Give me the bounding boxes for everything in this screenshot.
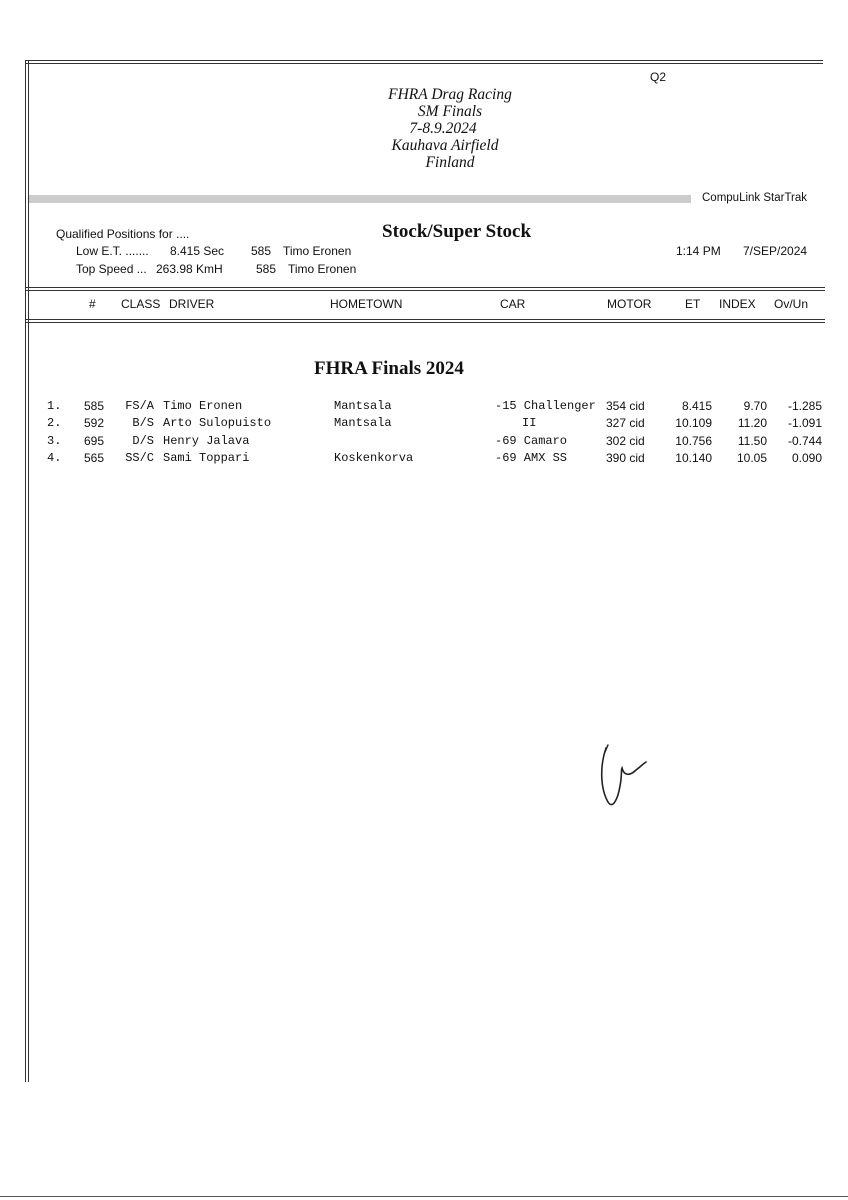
low-et-label: Low E.T. ....... — [76, 244, 149, 258]
row-driver: Henry Jalava — [163, 434, 250, 448]
left-border-outer — [25, 60, 26, 1082]
row-et: 8.415 — [681, 399, 712, 413]
row-index: 10.05 — [736, 451, 767, 465]
class-title: Stock/Super Stock — [382, 221, 532, 242]
bottom-rule — [0, 1196, 848, 1197]
row-ovun: -1.285 — [787, 399, 822, 413]
left-border-inner — [28, 60, 29, 1082]
row-motor: 327 cid — [606, 416, 645, 430]
top-speed-number: 585 — [256, 262, 277, 276]
row-pos: 1. — [47, 399, 62, 413]
row-num: 592 — [84, 416, 105, 430]
col-car: CAR — [500, 297, 526, 311]
top-speed-label: Top Speed ... — [76, 262, 147, 276]
row-class: FS/A — [125, 399, 154, 413]
row-pos: 2. — [47, 416, 62, 430]
col-et: ET — [685, 297, 701, 311]
low-et-number: 585 — [251, 244, 272, 258]
row-et: 10.109 — [675, 416, 712, 430]
col-class: CLASS — [121, 297, 161, 311]
header-rule-top-2 — [25, 290, 825, 291]
row-index: 9.70 — [743, 399, 767, 413]
low-et-value: 8.415 Sec — [170, 244, 225, 258]
header-line-3: 7-8.9.2024 — [409, 120, 477, 137]
row-index: 11.20 — [737, 416, 767, 430]
row-driver: Timo Eronen — [163, 399, 243, 413]
col-hometown: HOMETOWN — [330, 297, 403, 311]
row-num: 695 — [84, 434, 105, 448]
row-car: -69 AMX SS — [495, 451, 568, 465]
top-border — [25, 60, 823, 61]
row-car: II — [522, 416, 537, 430]
row-hometown: Mantsala — [334, 416, 392, 430]
row-ovun: -1.091 — [787, 416, 822, 430]
signature-mark — [596, 740, 656, 812]
row-index: 11.50 — [737, 434, 767, 448]
event-header — [340, 86, 560, 171]
software-label: CompuLink StarTrak — [702, 192, 808, 204]
qualified-label: Qualified Positions for .... — [56, 227, 190, 241]
row-driver: Sami Toppari — [163, 451, 250, 465]
header-line-5: Finland — [425, 154, 475, 171]
row-class: D/S — [132, 434, 154, 448]
low-et-driver: Timo Eronen — [283, 244, 352, 258]
header-rule-top-1 — [25, 287, 825, 288]
col-ovun: Ov/Un — [774, 297, 809, 311]
header-line-2: SM Finals — [417, 103, 483, 120]
row-num: 565 — [84, 451, 105, 465]
row-et: 10.140 — [675, 451, 712, 465]
row-ovun: -0.744 — [787, 434, 822, 448]
row-car: -15 Challenger — [495, 399, 596, 413]
header-rule-bottom-1 — [25, 319, 825, 320]
report-date: 7/SEP/2024 — [743, 244, 808, 258]
dotted-band — [29, 195, 691, 203]
row-class: SS/C — [125, 451, 154, 465]
row-et: 10.756 — [675, 434, 712, 448]
col-motor: MOTOR — [607, 297, 652, 311]
row-motor: 302 cid — [606, 434, 645, 448]
header-line-1: FHRA Drag Racing — [388, 86, 512, 103]
row-num: 585 — [84, 399, 105, 413]
row-driver: Arto Sulopuisto — [163, 416, 272, 430]
col-driver: DRIVER — [169, 297, 215, 311]
event-title: FHRA Finals 2024 — [314, 358, 464, 379]
top-speed-driver: Timo Eronen — [288, 262, 357, 276]
row-motor: 354 cid — [606, 399, 645, 413]
top-border-2 — [25, 63, 823, 64]
row-motor: 390 cid — [606, 451, 645, 465]
row-pos: 3. — [47, 434, 62, 448]
row-class: B/S — [132, 416, 154, 430]
row-hometown: Mantsala — [334, 399, 392, 413]
header-line-4: Kauhava Airfield — [391, 137, 499, 154]
row-ovun: 0.090 — [791, 451, 822, 465]
row-hometown: Koskenkorva — [334, 451, 414, 465]
col-index: INDEX — [719, 297, 756, 311]
col-num: # — [89, 297, 96, 311]
top-speed-value: 263.98 KmH — [156, 262, 223, 276]
row-car: -69 Camaro — [495, 434, 568, 448]
report-time: 1:14 PM — [676, 244, 721, 258]
round-label: Q2 — [650, 70, 667, 84]
row-pos: 4. — [47, 451, 62, 465]
header-rule-bottom-2 — [25, 322, 825, 323]
